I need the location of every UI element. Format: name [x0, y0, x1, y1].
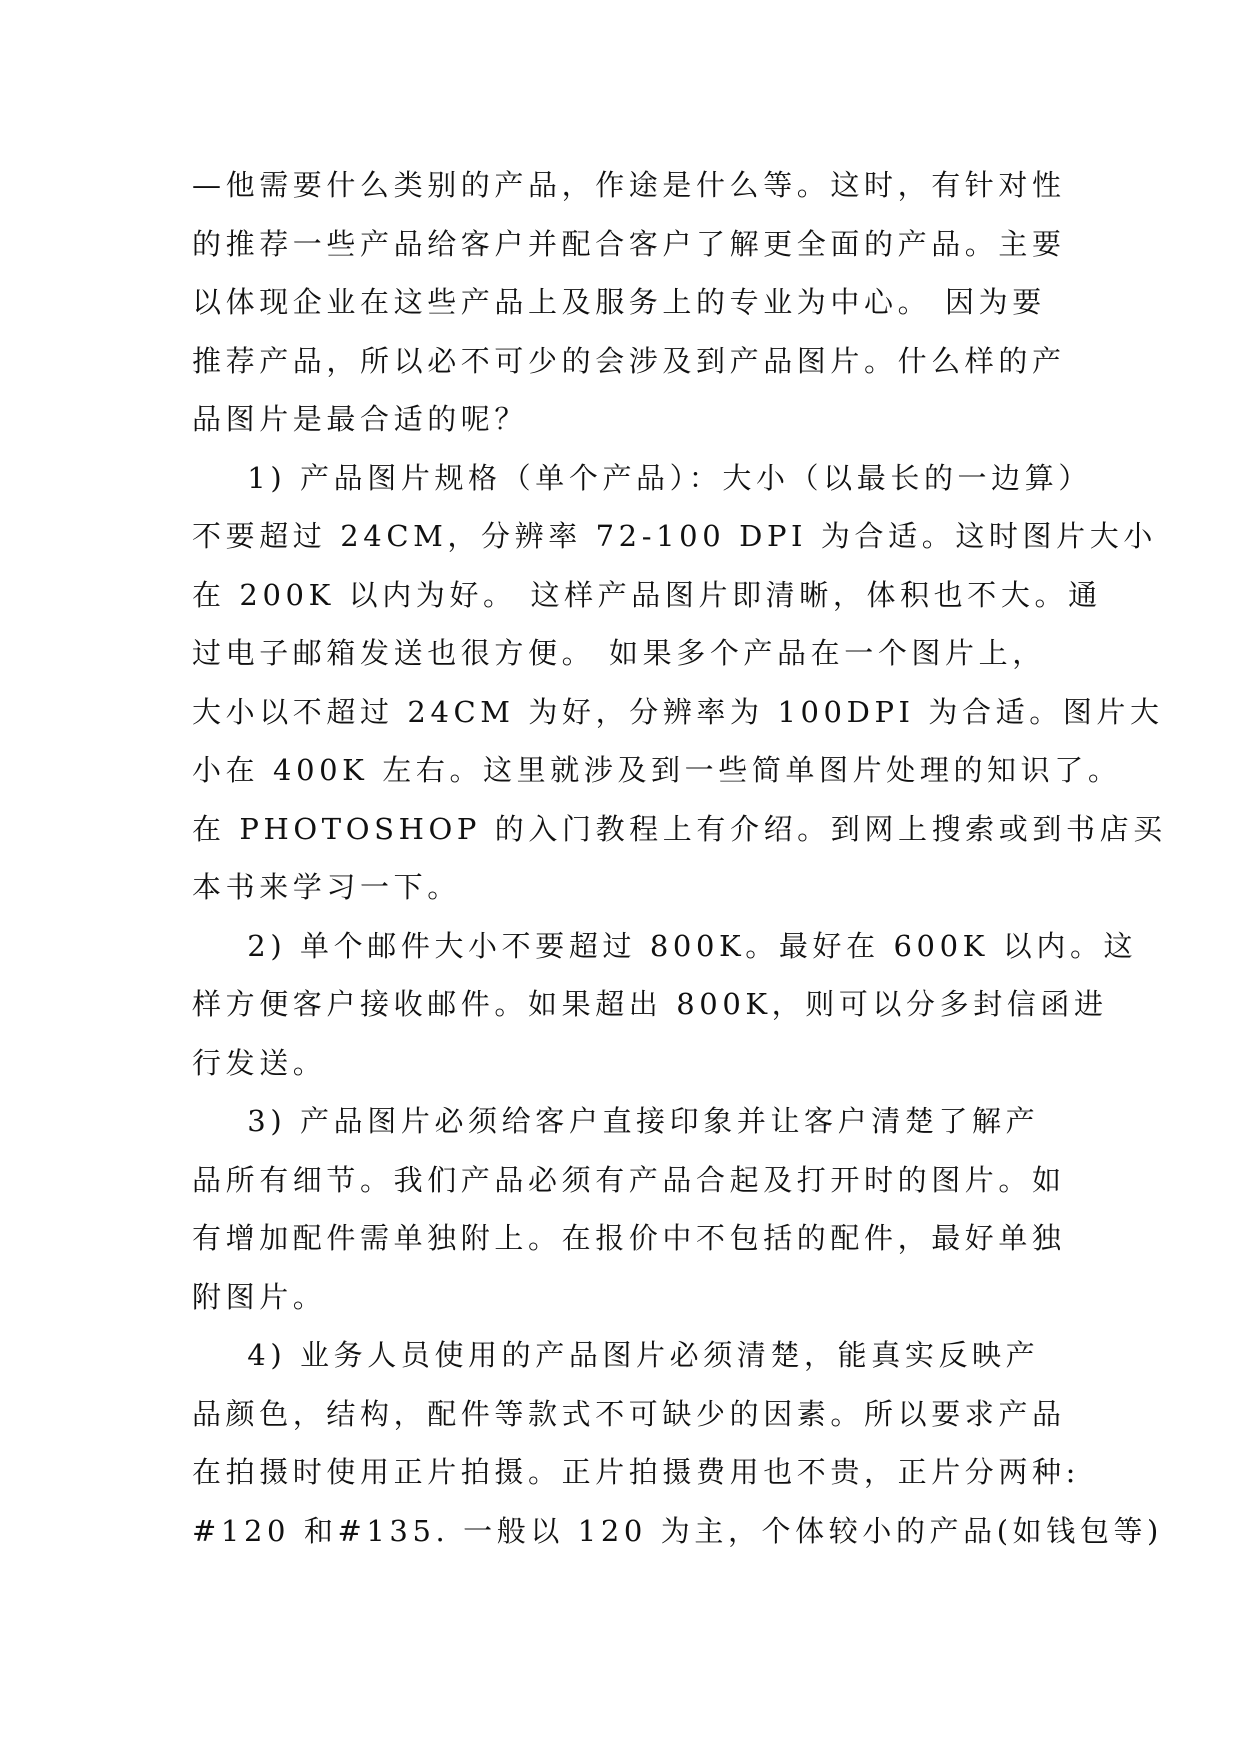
text-line: 本书来学习一下。 — [192, 870, 461, 904]
text-line: 有增加配件需单独附上。在报价中不包括的配件，最好单独 — [192, 1221, 1066, 1255]
body-text — [192, 156, 1167, 1560]
text-line: 2) 单个邮件大小不要超过 800K。最好在 600K 以内。这 — [192, 928, 1138, 963]
text-line: 以体现企业在这些产品上及服务上的专业为中心。 因为要 — [192, 285, 1046, 319]
text-line: 3) 产品图片必须给客户直接印象并让客户清楚了解产 — [192, 1104, 1040, 1138]
text-line: 品颜色，结构，配件等款式不可缺少的因素。所以要求产品 — [192, 1396, 1066, 1431]
text-line: 在 PHOTOSHOP 的入门教程上有介绍。到网上搜索或到书店买 — [192, 811, 1167, 846]
text-line: 大小以不超过 24CM 为好，分辨率为 100DPI 为合适。图片大 — [192, 694, 1164, 729]
text-line: 品图片是最合适的呢？ — [192, 402, 529, 436]
text-line: 行发送。 — [192, 1045, 327, 1080]
text-line: #120 和#135. 一般以 120 为主，个体较小的产品(如钱包等) — [192, 1513, 1163, 1548]
text-line: 1) 产品图片规格（单个产品）：大小（以最长的一边算） — [192, 460, 1092, 495]
text-line: 的推荐一些产品给客户并配合客户了解更全面的产品。主要 — [192, 226, 1066, 261]
text-line: 在拍摄时使用正片拍摄。正片拍摄费用也不贵，正片分两种: — [192, 1455, 1080, 1489]
text-line: 在 200K 以内为好。 这样产品图片即清晰，体积也不大。通 — [192, 577, 1102, 612]
text-line: 不要超过 24CM，分辨率 72-100 DPI 为合适。这时图片大小 — [192, 519, 1157, 553]
text-line: 品所有细节。我们产品必须有产品合起及打开时的图片。如 — [192, 1162, 1066, 1197]
text-line: 样方便客户接收邮件。如果超出 800K，则可以分多封信函进 — [192, 987, 1108, 1021]
text-line: 附图片。 — [192, 1279, 327, 1314]
text-line: 过电子邮箱发送也很方便。 如果多个产品在一个图片上， — [192, 636, 1046, 670]
text-line: —他需要什么类别的产品，作途是什么等。这时，有针对性 — [192, 168, 1066, 202]
text-line: 4) 业务人员使用的产品图片必须清楚，能真实反映产 — [192, 1338, 1040, 1372]
text-line: 推荐产品，所以必不可少的会涉及到产品图片。什么样的产 — [192, 343, 1066, 378]
text-line: 小在 400K 左右。这里就涉及到一些简单图片处理的知识了。 — [192, 753, 1122, 787]
